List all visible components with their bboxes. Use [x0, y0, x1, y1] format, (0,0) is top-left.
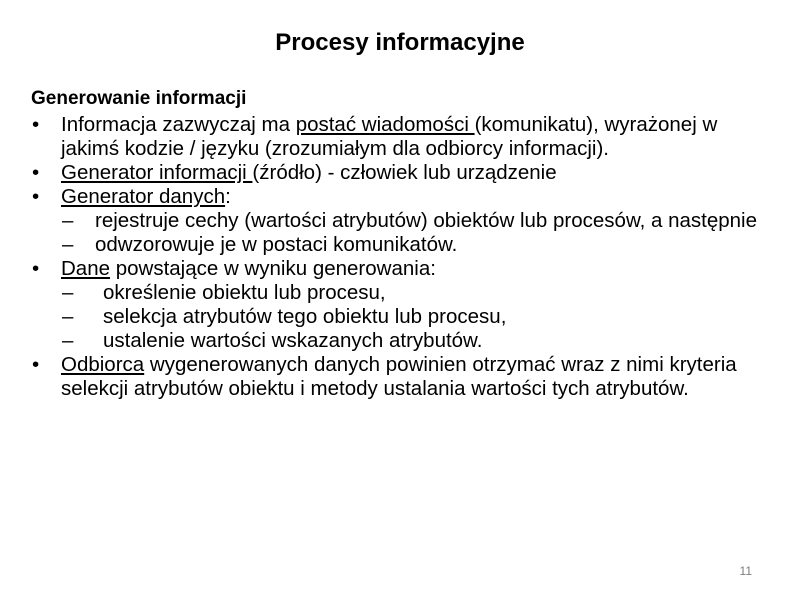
underlined-term: Odbiorca [61, 353, 145, 376]
slide-title: Procesy informacyjne [275, 29, 525, 56]
underlined-term: Dane [61, 257, 111, 280]
sub-item-text: ustalenie wartości wskazanych atrybutów. [103, 329, 483, 352]
bullet-icon: • [32, 257, 40, 280]
bullet-icon: • [32, 113, 40, 136]
sub-item-text: selekcja atrybutów tego obiektu lub procesu, [103, 305, 507, 328]
bullet-icon: • [32, 161, 40, 184]
dash-icon: – [62, 305, 74, 328]
bullet-text: wygenerowanych danych powinien otrzymać wraz z nimi kryteria selekcji atrybutów obiektu i metody ustalania wartości tych atrybutów. [61, 353, 737, 400]
bullet-item-informacja [30, 113, 765, 161]
bullet-item-generator-informacji [30, 161, 765, 185]
bullet-icon: • [32, 353, 40, 376]
sub-item [30, 281, 765, 305]
sub-item-text: określenie obiektu lub procesu, [103, 281, 386, 304]
sub-item [30, 305, 765, 329]
sub-item-text: odwzorowuje je w postaci komunikatów. [95, 233, 458, 256]
dash-icon: – [62, 233, 74, 256]
dash-icon: – [62, 209, 74, 232]
dash-icon: – [62, 281, 74, 304]
bullet-text: powstające w wyniku generowania: [110, 257, 436, 280]
sub-item-text: rejestruje cechy (wartości atrybutów) obiektów lub procesów, a następnie [95, 209, 758, 232]
bullet-item-generator-danych [30, 185, 765, 209]
page-number: 11 [739, 564, 752, 578]
bullet-list [30, 113, 765, 401]
dash-icon: – [62, 329, 74, 352]
sub-item [30, 329, 765, 353]
section-heading: Generowanie informacji [31, 88, 247, 109]
bullet-item-dane [30, 257, 765, 281]
underlined-term: Generator informacji [61, 161, 253, 184]
underlined-term: Generator danych [61, 185, 226, 208]
bullet-item-odbiorca [30, 353, 765, 401]
sub-item [30, 233, 765, 257]
bullet-text: (komunikatu), wyrażonej w jakimś kodzie / języku (zrozumiałym dla odbiorcy informacji). [61, 113, 718, 160]
underlined-term: postać wiadomości [295, 113, 475, 136]
bullet-text: Informacja zazwyczaj ma [61, 113, 296, 136]
bullet-icon: • [32, 185, 40, 208]
bullet-text: : [225, 185, 231, 208]
bullet-text: (źródło) - człowiek lub urządzenie [252, 161, 557, 184]
sub-item [30, 209, 765, 233]
